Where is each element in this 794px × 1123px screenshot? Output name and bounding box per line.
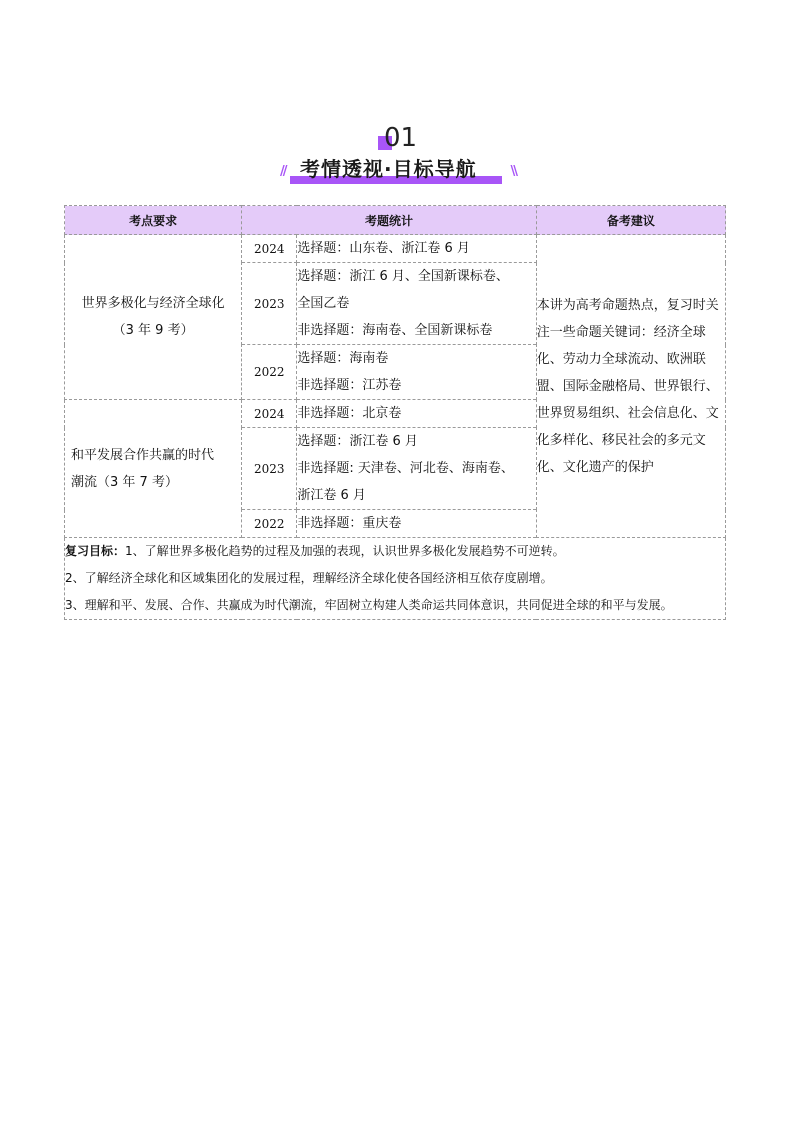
stat-line: 非选择题：江苏卷: [297, 378, 402, 393]
goals-row: [65, 538, 726, 620]
stat-line: 全国乙卷: [297, 296, 350, 311]
header-topic-requirement: 考点要求: [65, 206, 242, 235]
topic-count: 潮流（3 年 7 考）: [71, 474, 178, 490]
goal-line: 2、了解经济全球化和区域集团化的发展过程，理解经济全球化使各国经济相互依存度剧增。: [65, 571, 553, 585]
stat-cell: [297, 428, 536, 510]
header-exam-statistics: 考题统计: [242, 206, 536, 235]
year-cell: 2022: [242, 345, 297, 400]
stat-cell: [297, 510, 536, 538]
stat-line: 非选择题：海南卷、全国新课标卷: [297, 323, 493, 338]
stat-line: 非选择题：北京卷: [297, 406, 402, 421]
stat-line: 非选择题: 天津卷、河北卷、海南卷、: [297, 461, 514, 476]
goal-line: [65, 538, 725, 565]
stat-cell: [297, 235, 536, 263]
stat-cell: [297, 400, 536, 428]
exam-analysis-table: [64, 205, 726, 620]
stat-line: 选择题：山东卷、浙江卷 6 月: [297, 241, 470, 256]
topic-count: （3 年 9 考）: [112, 323, 194, 338]
slash-decoration-right-icon: \\: [510, 164, 516, 179]
stat-cell: [297, 345, 536, 400]
stat-cell: [297, 263, 536, 345]
topic-cell: [65, 400, 242, 538]
year-cell: 2024: [242, 400, 297, 428]
advice-cell: 本讲为高考命题热点，复习时关注一些命题关键词：经济全球化、劳动力全球流动、欧洲联盟、国际金融格局、世界银行、世界贸易组织、社会信息化、文化多样化、移民社会的多元文化、文化遗产的保护: [536, 235, 725, 538]
goals-label: 复习目标：: [65, 544, 126, 558]
section-header: [0, 118, 794, 188]
review-goals-cell: [65, 538, 726, 620]
year-cell: 2022: [242, 510, 297, 538]
stat-line: 选择题：浙江 6 月、全国新课标卷、: [297, 269, 509, 284]
section-number: 01: [384, 123, 418, 153]
section-number-badge: [378, 122, 428, 156]
stat-line: 选择题：海南卷: [297, 351, 389, 366]
stat-line: 非选择题：重庆卷: [297, 516, 402, 531]
goal-text: 1、了解世界多极化趋势的过程及加强的表现，认识世界多极化发展趋势不可逆转。: [125, 544, 565, 558]
stat-line: 浙江卷 6 月: [297, 488, 366, 503]
table-row: [65, 235, 726, 263]
header-preparation-advice: 备考建议: [536, 206, 725, 235]
topic-name: 和平发展合作共赢的时代: [71, 447, 215, 463]
table-header-row: [65, 206, 726, 235]
section-title: 考情透视·目标导航: [300, 157, 477, 181]
topic-name: 世界多极化与经济全球化: [81, 296, 225, 311]
year-cell: 2023: [242, 428, 297, 510]
topic-cell: [65, 235, 242, 400]
slash-decoration-left-icon: //: [280, 164, 286, 179]
year-cell: 2024: [242, 235, 297, 263]
goal-line: 3、理解和平、发展、合作、共赢成为时代潮流，牢固树立构建人类命运共同体意识，共同促进全球的和平与发展。: [65, 598, 673, 612]
stat-line: 选择题：浙江卷 6 月: [297, 434, 418, 449]
year-cell: 2023: [242, 263, 297, 345]
section-title-banner: [280, 156, 516, 186]
